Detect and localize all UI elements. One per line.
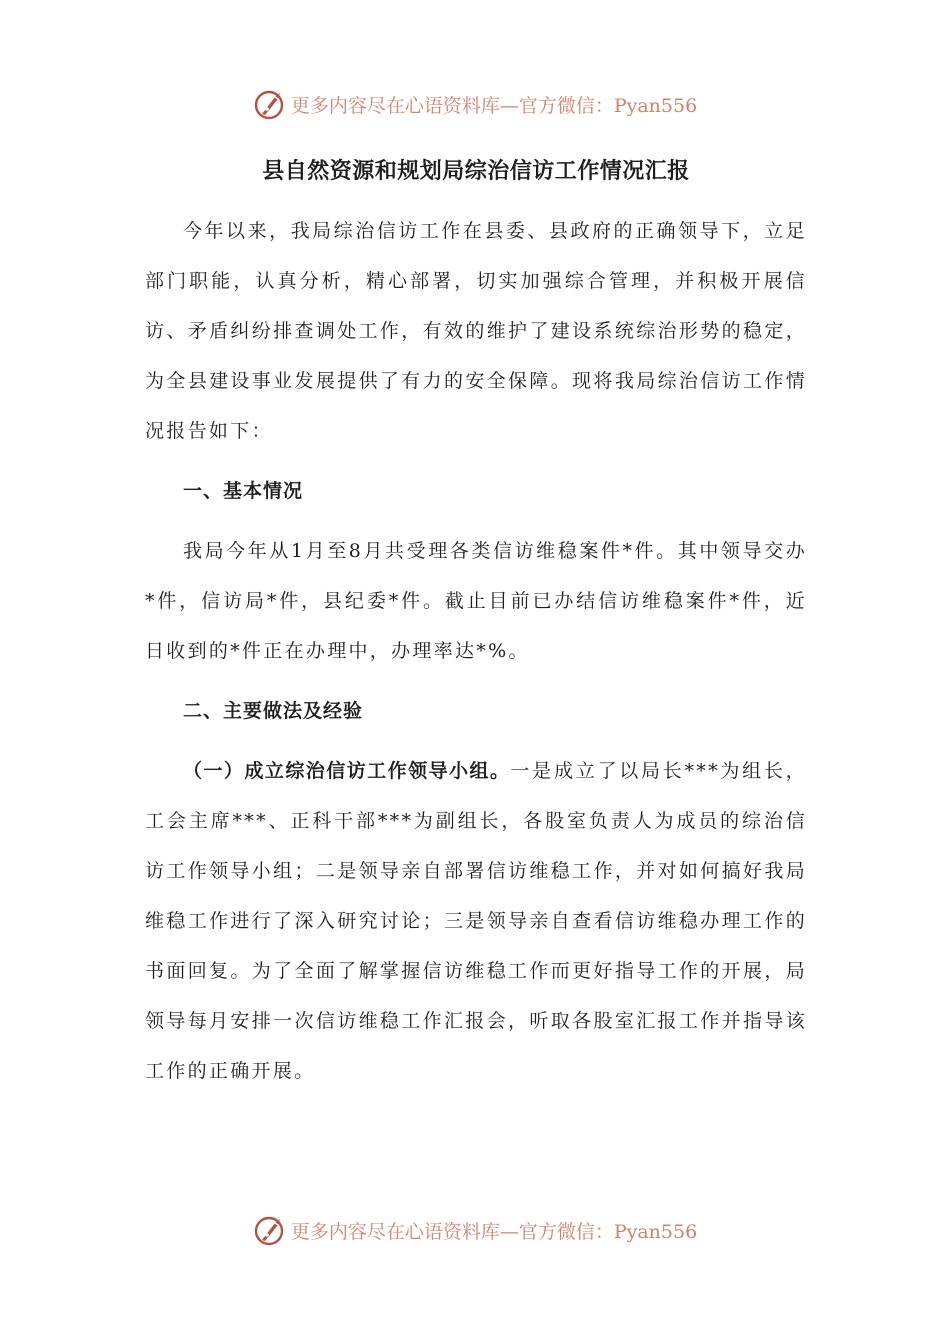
section-paragraph-basic: 我局今年从1月至8月共受理各类信访维稳案件*件。其中领导交办*件，信访局*件，县纪委*件。截止目前已办结信访维稳案件*件，近日收到的*件正在办理中，办理率达*%。	[145, 540, 807, 662]
watermark-text: 更多内容尽在心语资料库—官方微信：Pyan556	[290, 1220, 698, 1243]
pen-nib-logo-icon	[253, 87, 287, 121]
document-body	[145, 150, 807, 1096]
section-heading-basic: 一、基本情况	[183, 480, 304, 502]
pen-nib-logo-icon	[253, 1213, 287, 1247]
section-heading-practices: 二、主要做法及经验	[183, 700, 364, 722]
subsection-paragraph-leadership	[145, 746, 807, 1096]
subsection-body: 一是成立了以局长***为组长，工会主席***、正科干部***为副组长，各股室负责人为成员的综治信访工作领导小组；二是领导亲自部署信访维稳工作，并对如何搞好我局维稳工作进行了深入研究讨论；三是领导亲自查看信访维稳办理工作的书面回复。为了全面了解掌握信访维稳工作而更好指导工作的开展，局领导每月安排一次信访维稳工作汇报会，听取各股室汇报工作并指导该工作的正确开展。	[145, 760, 807, 1082]
document-title: 县自然资源和规划局综治信访工作情况汇报	[262, 159, 690, 184]
watermark-banner-top	[0, 82, 950, 126]
watermark-text: 更多内容尽在心语资料库—官方微信：Pyan556	[290, 94, 698, 117]
intro-paragraph: 今年以来，我局综治信访工作在县委、县政府的正确领导下，立足部门职能，认真分析，精心部署，切实加强综合管理，并积极开展信访、矛盾纠纷排查调处工作，有效的维护了建设系统综治形势的稳定，为全县建设事业发展提供了有力的安全保障。现将我局综治信访工作情况报告如下：	[145, 220, 807, 442]
subsection-lead: （一）成立综治信访工作领导小组。	[183, 760, 511, 782]
watermark-banner-bottom	[0, 1208, 950, 1252]
